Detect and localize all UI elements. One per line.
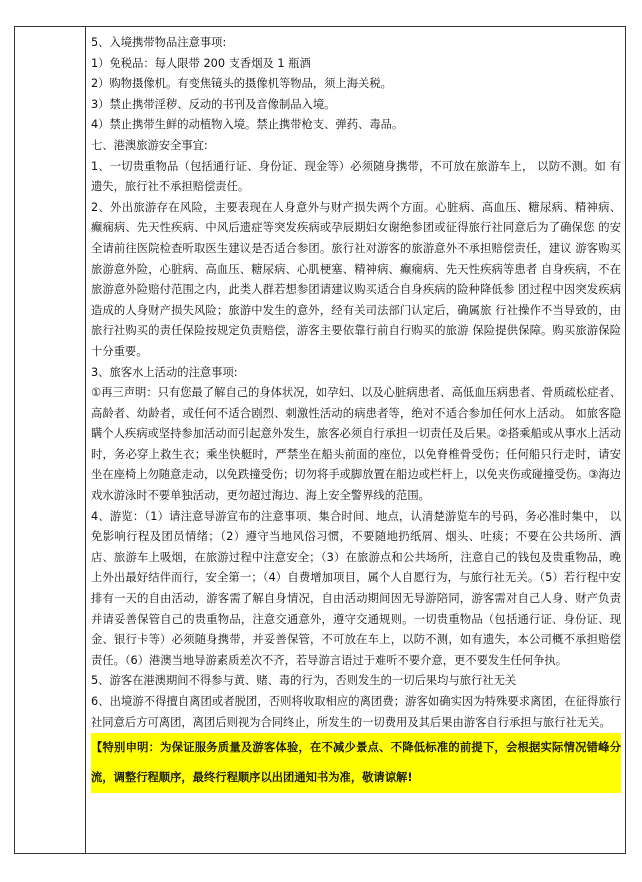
paragraph-customs-3: 3）禁止携带淫秽、反动的书刊及音像制品入境。: [91, 97, 336, 111]
paragraph-customs-1: 1）免税品：每人限带 200 支香烟及 1 瓶酒: [91, 56, 311, 70]
paragraph-customs-title: 5、入境携带物品注意事项:: [91, 36, 227, 49]
special-notice: 【特别申明：为保证服务质量及游客体验，在不减少景点、不降低标准的前提下，会根据实际情况错峰分流，调整行程顺序，最终行程顺序以出团通知书为准，敬请谅解!: [91, 733, 621, 793]
paragraph-water-activities: ①再三声明：只有您最了解自己的身体状况，如孕妇、以及心脏病患者、高低血压病患者、骨质疏松症者、高龄者、幼龄者，或任何不适合剧烈、刺激性活动的病患者等，绝对不适合参加任何水上活动。 如旅客隐瞒个人疾病或坚持参加活动而引起意外发生，旅客必须自行承担一切责任及后果。②搭乘船或从事水上活动时，务必穿上救生衣；乘坐快艇时，严禁坐在船头前面的座位，以免脊椎骨受伤；任何船只行走时，请安坐在座椅上勿随意走动，以免跌撞受伤；切勿将手或脚放置在船边或栏杆上，以免夹伤或碰撞受伤。③海边戏水游泳时不要单独活动，更勿超过海边、海上安全警界线的范围。: [91, 386, 621, 503]
paragraph-water-title: 3、旅客水上活动的注意事项:: [91, 365, 238, 379]
paragraph-prohibited: 5、游客在港澳期间不得参与黄、赌、毒的行为，否则发生的一切后果均与旅行社无关: [91, 674, 517, 688]
paragraph-customs-2: 2）购物摄像机。有变焦镜头的摄像机等物品，须上海关税。: [91, 77, 392, 91]
paragraph-insurance: 2、外出旅游存在风险，主要表现在人身意外与财产损失两个方面。心脏病、高血压、糖尿病、精神病、 癫痫病、先天性疾病、中风后遗症等突发疾病或孕辰期妇女谢绝参团或征得旅行社同意后为了确保您 的安全请前往医院检查听取医生建议是否适合参团。旅行社对游客的旅游意外不承担赔偿责任，建议 游客购买旅游意外险，心脏病、高血压、糖尿病、心肌梗塞、精神病、癫痫病、先天性疾病等患者 自身疾病，不在旅游意外险赔付范围之内，此类人群若想参团请建议购买适合自身疾病的险种降低参 团过程中因突发疾病造成的人身财产损失风险；旅游中发生的意外，经有关司法部门认定后，确属旅 行社操作不当导致的，由旅行社购买的责任保险按规定负责赔偿，游客主要依靠行前自行购买的旅游 保险提供保障。购买旅游保险十分重要。: [91, 200, 621, 358]
content-column: [91, 33, 621, 793]
left-label-column: [15, 27, 86, 853]
section-heading-safety: 七、港澳旅游安全事宜:: [91, 138, 208, 152]
paragraph-leaving-group: 6、出境游不得擅自离团或者脱团，否则将收取相应的离团费；游客如确实因为特殊要求离团，在征得旅行社同意后方可离团，离团后则视为合同终止，所发生的一切费用及其后果由游客自行承担与旅行社无关。: [91, 695, 621, 729]
paragraph-sightseeing: 4、游览：（1）请注意导游宣布的注意事项、集合时间、地点，认清楚游览车的号码，务必准时集中， 以免影响行程及团员情绪；（2）遵守当地风俗习惯，不要随地扔纸屑、烟头、吐痰；不要在公共场所、酒店、旅游车上吸烟，在旅游过程中注意安全；（3）在旅游点和公共场所，注意自己的钱包及贵重物品，晚上外出最好结伴而行，安全第一；（4）自费增加项目，属个人自愿行为，与旅行社无关。（5）若行程中安排有一天的自由活动，游客需了解自身情况，自由活动期间因无导游陪同，游客需对自己人身、财产负责并请妥善保管自己的贵重物品，注意交通意外，遵守交通规则。一切贵重物品（包括通行证、身份证、现金、银行卡等）必须随身携带，并妥善保管，不可放在车上，以防不测，如有遗失，本公司概不承担赔偿责任。（6）港澳当地导游素质差次不齐，若导游言语过于难听不要介意，更不要发生任何争执。: [91, 509, 621, 667]
paragraph-customs-4: 4）禁止携带生鲜的动植物入境。禁止携带枪支、弹药、毒品。: [91, 118, 404, 132]
paragraph-valuables: 1、一切贵重物品（包括通行证、身份证、现金等）必须随身携带，不可放在旅游车上， 以防不测。如 有遗失，旅行社不承担赔偿责任。: [91, 159, 621, 194]
document-page: [14, 26, 626, 854]
